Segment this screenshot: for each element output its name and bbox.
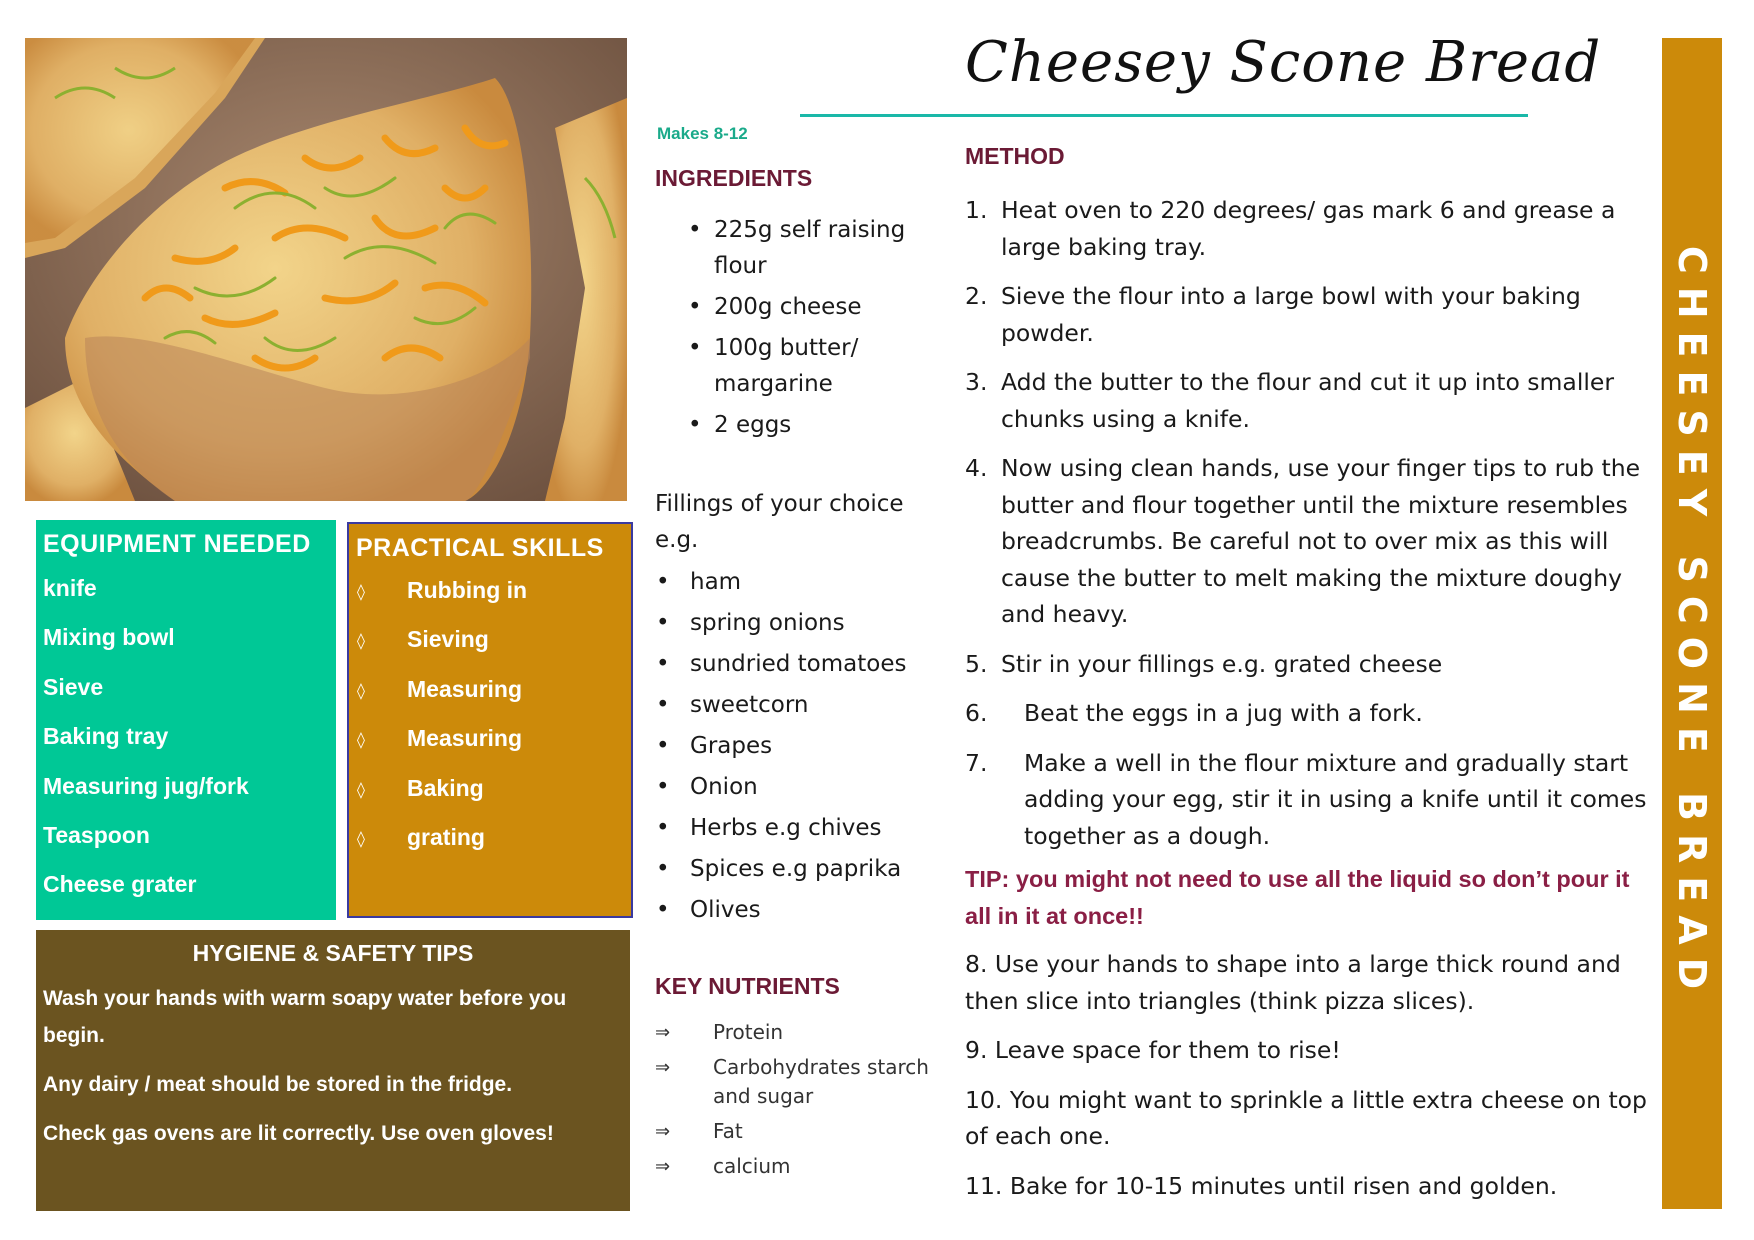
nutrient-item: ⇒ Carbohydrates starch and sugar	[655, 1053, 945, 1111]
title-underline	[800, 114, 1528, 117]
equipment-item: Sieve	[43, 673, 104, 700]
method-heading: METHOD	[965, 143, 1065, 169]
method-step: 8. Use your hands to shape into a large thick round and then slice into triangles (think pizza slices).	[965, 950, 1621, 1015]
skill-item: ◊ grating	[349, 824, 631, 873]
scone-photo	[25, 38, 627, 501]
ingredient-item: • 225g self raising flour	[688, 212, 948, 284]
method-step: 6. Beat the eggs in a jug with a fork.	[965, 699, 1423, 727]
page-title: Cheesey Scone Bread	[965, 30, 1602, 95]
filling-item: • Herbs e.g chives	[656, 808, 906, 849]
yield-label: Makes 8-12	[657, 124, 748, 143]
ingredient-item: • 100g butter/ margarine	[688, 330, 948, 402]
arrow-right-icon: ⇒	[655, 1022, 671, 1043]
scone-illustration	[25, 38, 627, 501]
banner-text: CHEESEY SCONE BREAD	[1670, 245, 1714, 1002]
nutrient-item: ⇒ Fat	[655, 1117, 945, 1146]
method-step: 3. Add the butter to the flour and cut it up into smaller chunks using a knife.	[965, 368, 1615, 433]
hygiene-tip: Any dairy / meat should be stored in the fridge.	[43, 1073, 513, 1096]
skill-item: ◊ Rubbing in	[349, 577, 631, 626]
arrow-right-icon: ⇒	[655, 1121, 671, 1142]
method-step: 10. You might want to sprinkle a little extra cheese on top of each one.	[965, 1085, 1647, 1150]
arrow-right-icon: ⇒	[655, 1156, 671, 1177]
arrow-right-icon: ⇒	[655, 1057, 671, 1078]
filling-item: • sweetcorn	[656, 685, 906, 726]
ingredients-heading: INGREDIENTS	[655, 165, 813, 191]
skill-item: ◊ Baking	[349, 775, 631, 824]
method-step: 4. Now using clean hands, use your finger tips to rub the butter and flour together until the mixture resembles breadcrumbs. Be careful not to over mix as this will cause the butter to melt making the mixture doughy and heavy.	[965, 454, 1641, 628]
nutrient-item: ⇒ Protein	[655, 1018, 945, 1047]
equipment-list	[43, 573, 336, 919]
filling-item: • Spices e.g paprika	[656, 849, 906, 890]
method-tip: TIP: you might not need to use all the liquid so don’t pour it all in it at once!!	[965, 866, 1630, 929]
diamond-bullet-icon: ◊	[357, 582, 365, 601]
ingredient-item: • 200g cheese	[688, 289, 948, 325]
diamond-bullet-icon: ◊	[357, 631, 365, 651]
ingredients-list	[688, 212, 948, 448]
equipment-heading: EQUIPMENT NEEDED	[43, 530, 311, 558]
fillings-intro: Fillings of your choice e.g.	[655, 491, 904, 553]
fillings-list	[656, 562, 906, 931]
method-steps	[965, 192, 1655, 1217]
diamond-bullet-icon: ◊	[357, 730, 365, 750]
diamond-bullet-icon: ◊	[357, 779, 365, 799]
skills-list	[349, 577, 631, 873]
method-step: 5. Stir in your fillings e.g. grated cheese	[965, 649, 1443, 678]
equipment-item: Baking tray	[43, 723, 169, 750]
equipment-item: Measuring jug/fork	[43, 772, 249, 799]
filling-item: • sundried tomatoes	[656, 644, 906, 685]
equipment-item: Cheese grater	[43, 871, 197, 898]
ingredient-item: • 2 eggs	[688, 407, 948, 443]
method-step: 9. Leave space for them to rise!	[965, 1036, 1341, 1064]
hygiene-panel	[36, 930, 630, 1211]
nutrient-item: ⇒ calcium	[655, 1152, 945, 1181]
method-step: 11. Bake for 10-15 minutes until risen and golden.	[965, 1171, 1558, 1200]
filling-item: • Grapes	[656, 726, 906, 767]
method-step: 1. Heat oven to 220 degrees/ gas mark 6 and grease a large baking tray.	[965, 196, 1616, 261]
equipment-panel	[36, 520, 336, 920]
filling-item: • Olives	[656, 890, 906, 931]
nutrients-list	[655, 1018, 945, 1187]
side-banner	[1662, 38, 1722, 1209]
diamond-bullet-icon: ◊	[357, 680, 365, 700]
diamond-bullet-icon: ◊	[357, 828, 365, 848]
skill-item: ◊ Sieving	[349, 626, 631, 675]
method-step: 7. Make a well in the flour mixture and gradually start adding your egg, stir it in using a knife until it comes together as a dough.	[965, 748, 1647, 850]
filling-item: • spring onions	[656, 603, 906, 644]
nutrients-heading: KEY NUTRIENTS	[655, 973, 840, 999]
hygiene-tip: Check gas ovens are lit correctly. Use oven gloves!	[43, 1122, 554, 1145]
equipment-item: knife	[43, 575, 97, 601]
equipment-item: Teaspoon	[43, 821, 150, 848]
skill-item: ◊ Measuring	[349, 676, 631, 725]
skill-item: ◊ Measuring	[349, 725, 631, 774]
filling-item: • ham	[656, 562, 906, 603]
method-step: 2. Sieve the flour into a large bowl with your baking powder.	[965, 282, 1581, 347]
hygiene-tip: Wash your hands with warm soapy water before you begin.	[43, 987, 567, 1047]
skills-panel	[347, 522, 633, 918]
equipment-item: Mixing bowl	[43, 624, 175, 651]
hygiene-heading: HYGIENE & SAFETY TIPS	[192, 940, 474, 966]
filling-item: • Onion	[656, 767, 906, 808]
skills-heading: PRACTICAL SKILLS	[356, 534, 604, 562]
